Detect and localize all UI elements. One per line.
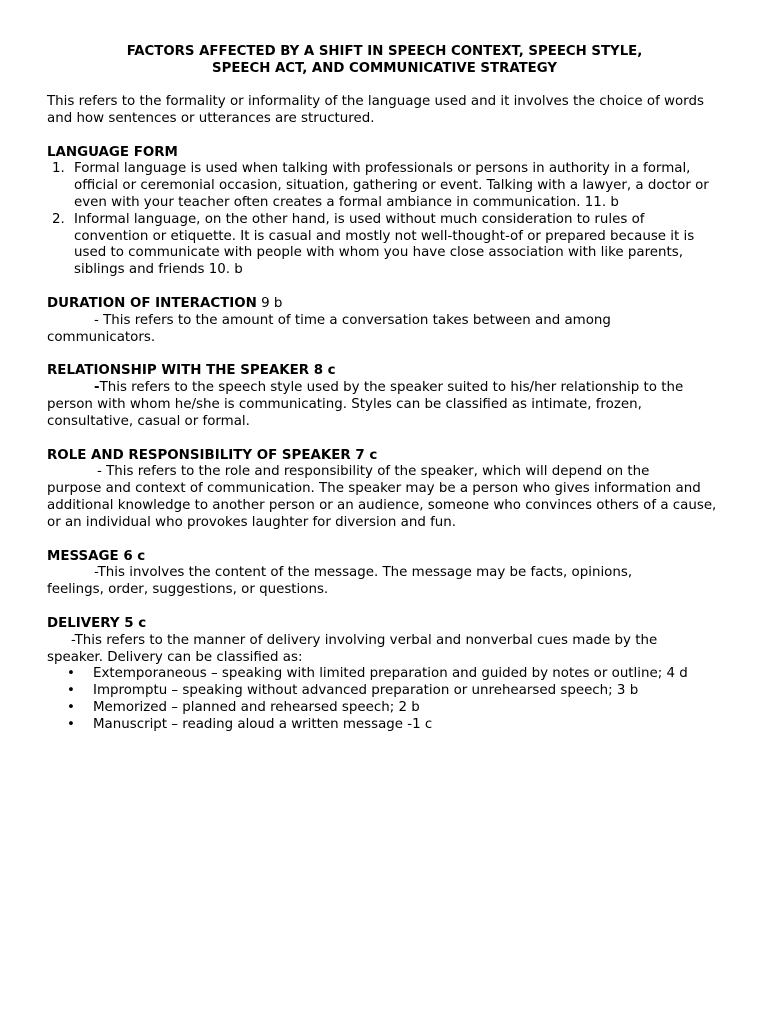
list-item — [47, 161, 722, 211]
bullet-icon: • — [67, 699, 75, 715]
title-line-1: FACTORS AFFECTED BY A SHIFT IN SPEECH CONTEXT, SPEECH STYLE, — [126, 44, 643, 59]
list-item — [47, 700, 722, 717]
relationship-continuation: person with whom he/she is communicating. Styles can be classified as intimate, frozen, consultative, casual or formal. — [47, 396, 642, 429]
list-item — [47, 717, 722, 734]
list-item-text: Formal language is used when talking with professionals or persons in authority in a formal, official or ceremonial occasion, situation, gathering or event. Talking with a lawyer, a doctor or even with your teacher often creates a formal ambiance in communication. 11. b — [74, 161, 709, 210]
section-heading-duration — [47, 296, 722, 313]
list-item-text: Manuscript – reading aloud a written message -1 c — [93, 716, 433, 732]
list-number: 1. — [52, 161, 65, 177]
section-heading-message: MESSAGE 6 c — [47, 548, 146, 564]
list-item-text: Informal language, on the other hand, is used without much consideration to rules of convention or etiquette. It is casual and mostly not well-thought-of or prepared because it is used to communicate with people with whom you have close association with like parents, siblings and friends 10. b — [74, 211, 695, 278]
section-heading-delivery: DELIVERY 5 c — [47, 615, 147, 631]
bullet-icon: • — [67, 683, 75, 699]
heading-answer: 9 b — [256, 295, 283, 311]
list-item — [47, 212, 722, 279]
section-heading-relationship: RELATIONSHIP WITH THE SPEAKER 8 c — [47, 363, 336, 379]
duration-description: - This refers to the amount of time a conversation takes between and among — [94, 312, 611, 328]
section-heading-role: ROLE AND RESPONSIBILITY OF SPEAKER 7 c — [47, 447, 378, 463]
role-description: - This refers to the role and responsibility of the speaker, which will depend on the — [97, 464, 650, 480]
dash-mark: - — [94, 380, 100, 396]
message-continuation: feelings, order, suggestions, or questions. — [47, 582, 329, 598]
heading-label: DURATION OF INTERACTION — [47, 295, 257, 311]
document-title — [47, 44, 722, 77]
language-form-list — [47, 161, 722, 279]
bullet-icon: • — [67, 666, 75, 682]
delivery-types-list — [47, 666, 722, 733]
list-item-text: Impromptu – speaking without advanced preparation or unrehearsed speech; 3 b — [93, 683, 639, 699]
delivery-description: -This refers to the manner of delivery involving verbal and nonverbal cues made by the — [71, 632, 658, 648]
list-number: 2. — [52, 211, 65, 227]
role-continuation: purpose and context of communication. The speaker may be a person who gives information and additional knowledge to another person or an audience, someone who convinces others of a cause, or an individual who provokes laughter for diversion and fun. — [47, 481, 717, 530]
delivery-continuation: speaker. Delivery can be classified as: — [47, 649, 303, 665]
intro-paragraph: This refers to the formality or informality of the language used and it involves the choice of words and how sentences or utterances are structured. — [47, 94, 704, 126]
relationship-description — [47, 380, 722, 397]
duration-continuation: communicators. — [47, 329, 156, 345]
list-item-text: Memorized – planned and rehearsed speech; 2 b — [93, 699, 420, 715]
list-item — [47, 683, 722, 700]
bullet-icon: • — [67, 716, 75, 732]
relationship-text: This refers to the speech style used by the speaker suited to his/her relationship to the — [99, 380, 684, 396]
section-heading-language-form: LANGUAGE FORM — [47, 144, 178, 160]
list-item-text: Extemporaneous – speaking with limited preparation and guided by notes or outline; 4 d — [93, 666, 688, 682]
list-item — [47, 666, 722, 683]
title-line-2: SPEECH ACT, AND COMMUNICATIVE STRATEGY — [212, 60, 557, 76]
message-description: -This involves the content of the message. The message may be facts, opinions, — [94, 565, 633, 581]
